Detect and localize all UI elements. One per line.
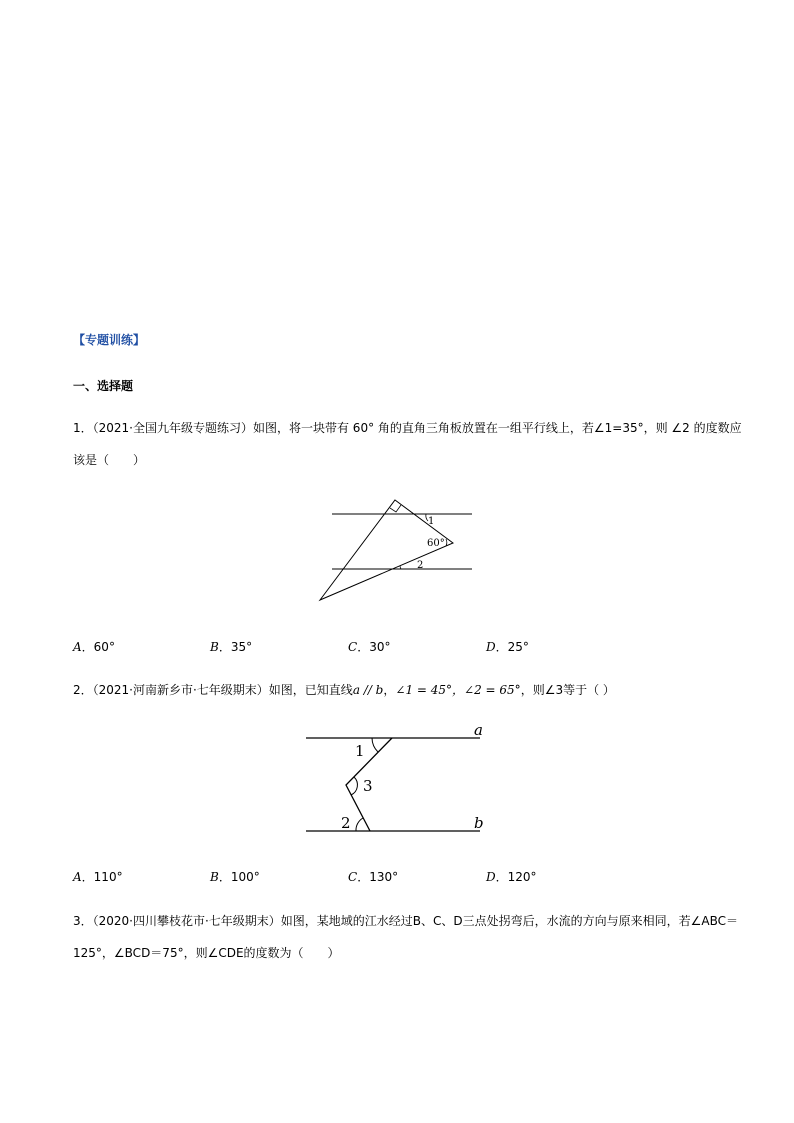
- question-2-number: 2．: [73, 683, 93, 697]
- q2-angle-2-label: 2: [341, 814, 351, 832]
- q1-option-a[interactable]: A．60°: [73, 640, 115, 654]
- question-2-mid: ，: [383, 683, 396, 697]
- q2-angle-3-label: 3: [363, 777, 373, 795]
- question-2-math-parallel: a // b: [352, 683, 384, 697]
- q1-option-b[interactable]: B．35°: [210, 640, 253, 654]
- q1-option-d[interactable]: D．25°: [486, 640, 529, 654]
- question-3-text: （2020·四川攀枝花市·七年级期末）如图，某地域的江水经过B、C、D三点处拐弯后，水流的方向与原来相同，若∠ABC＝: [92, 914, 739, 928]
- question-3-line1: [73, 913, 738, 929]
- question-1-line2: 该是（ ）: [73, 453, 146, 467]
- q2-option-a[interactable]: A．110°: [73, 870, 123, 884]
- question-2-figure: [300, 718, 500, 843]
- question-1-number: 1．: [73, 421, 93, 435]
- part-heading: 一、选择题: [73, 379, 134, 393]
- q2-line-a-label: a: [474, 721, 483, 739]
- q1-angle-2-label: 2: [417, 560, 424, 571]
- question-3-line2: 125°，∠BCD＝75°，则∠CDE的度数为（ ）: [73, 946, 340, 960]
- question-2-suffix: ，则∠3等于（ ）: [520, 683, 615, 697]
- q2-option-c[interactable]: C．130°: [348, 870, 399, 884]
- question-2-line1: [73, 682, 615, 698]
- q2-angle-1-label: 1: [355, 742, 365, 760]
- question-1-text: （2021·全国九年级专题练习）如图，将一块带有 60° 角的直角三角板放置在一组平行线上，若∠1=35°，则 ∠2 的度数应: [92, 421, 742, 435]
- question-1-figure: [300, 490, 500, 610]
- question-3-number: 3．: [73, 914, 93, 928]
- q1-angle-1-label: 1: [428, 516, 435, 527]
- q2-option-b[interactable]: B．100°: [210, 870, 260, 884]
- q1-angle-60-label: 60°: [427, 538, 445, 549]
- question-1-line1: [73, 420, 742, 436]
- section-title: 【专题训练】: [73, 333, 146, 347]
- question-2-math-angles: ∠1 = 45°，∠2 = 65°: [395, 683, 521, 697]
- question-2-prefix: （2021·河南新乡市·七年级期末）如图，已知直线: [92, 683, 353, 697]
- q2-option-d[interactable]: D．120°: [486, 870, 537, 884]
- q2-line-b-label: b: [474, 814, 484, 832]
- q1-option-c[interactable]: C．30°: [348, 640, 391, 654]
